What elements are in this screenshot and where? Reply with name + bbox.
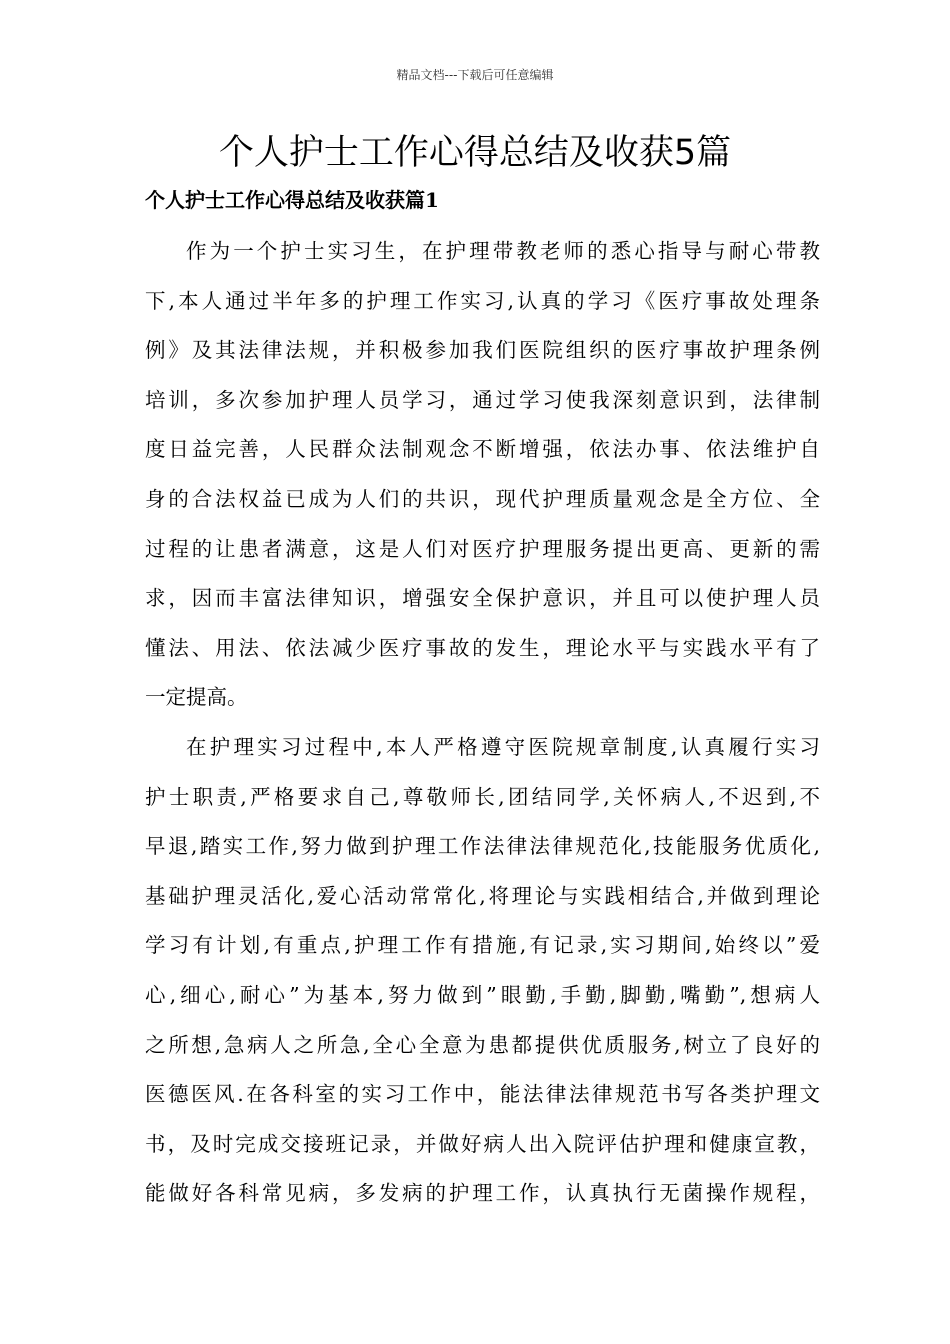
paragraph-line: 能做好各科常见病，多发病的护理工作，认真执行无菌操作规程，: [145, 1181, 820, 1206]
paragraph-line: 医德医风.在各科室的实习工作中，能法律法律规范书写各类护理文: [145, 1082, 820, 1107]
paragraph-line: 之所想,急病人之所急,全心全意为患都提供优质服务,树立了良好的: [145, 1032, 820, 1057]
paragraph-line: 护士职责,严格要求自己,尊敬师长,团结同学,关怀病人,不迟到,不: [145, 784, 820, 809]
paragraph-line: 学习有计划,有重点,护理工作有措施,有记录,实习期间,始终以”爱: [145, 933, 820, 958]
header-note: 精品文档---下载后可任意编辑: [396, 68, 554, 82]
paragraph-line: 早退,踏实工作,努力做到护理工作法律法律规范化,技能服务优质化,: [145, 834, 820, 859]
paragraph-line: 作为一个护士实习生，在护理带教老师的悉心指导与耐心带教: [186, 239, 820, 263]
paragraph-line: 例》及其法律法规，并积极参加我们医院组织的医疗事故护理条例: [145, 338, 820, 363]
paragraph-line: 书，及时完成交接班记录，并做好病人出入院评估护理和健康宣教，: [145, 1131, 820, 1156]
paragraph-line: 求，因而丰富法律知识，增强安全保护意识，并且可以使护理人员: [145, 586, 820, 611]
paragraph-line: 在护理实习过程中,本人严格遵守医院规章制度,认真履行实习: [186, 734, 820, 759]
paragraph-2: [145, 723, 820, 1219]
document-title: 个人护士工作心得总结及收获5篇: [218, 133, 732, 173]
section-heading: 个人护士工作心得总结及收获篇1: [145, 188, 439, 212]
paragraph-line: 培训，多次参加护理人员学习，通过学习使我深刻意识到，法律制: [145, 387, 820, 412]
paragraph-line: 度日益完善，人民群众法制观念不断增强，依法办事、依法维护自: [145, 437, 820, 462]
paragraph-line: 心,细心,耐心”为基本,努力做到”眼勤,手勤,脚勤,嘴勤”,想病人: [145, 982, 820, 1007]
paragraph-line: 身的合法权益已成为人们的共识，现代护理质量观念是全方位、全: [145, 486, 820, 511]
paragraph-line: 过程的让患者满意，这是人们对医疗护理服务提出更高、更新的需: [145, 536, 820, 561]
paragraph-line: 懂法、用法、依法减少医疗事故的发生，理论水平与实践水平有了: [145, 635, 820, 660]
paragraph-line: 一定提高。: [145, 685, 248, 710]
paragraph-line: 基础护理灵活化,爱心活动常常化,将理论与实践相结合,并做到理论: [145, 883, 820, 908]
body-text: [145, 227, 820, 1219]
paragraph-1: [145, 227, 820, 723]
paragraph-line: 下,本人通过半年多的护理工作实习,认真的学习《医疗事故处理条: [145, 288, 820, 313]
